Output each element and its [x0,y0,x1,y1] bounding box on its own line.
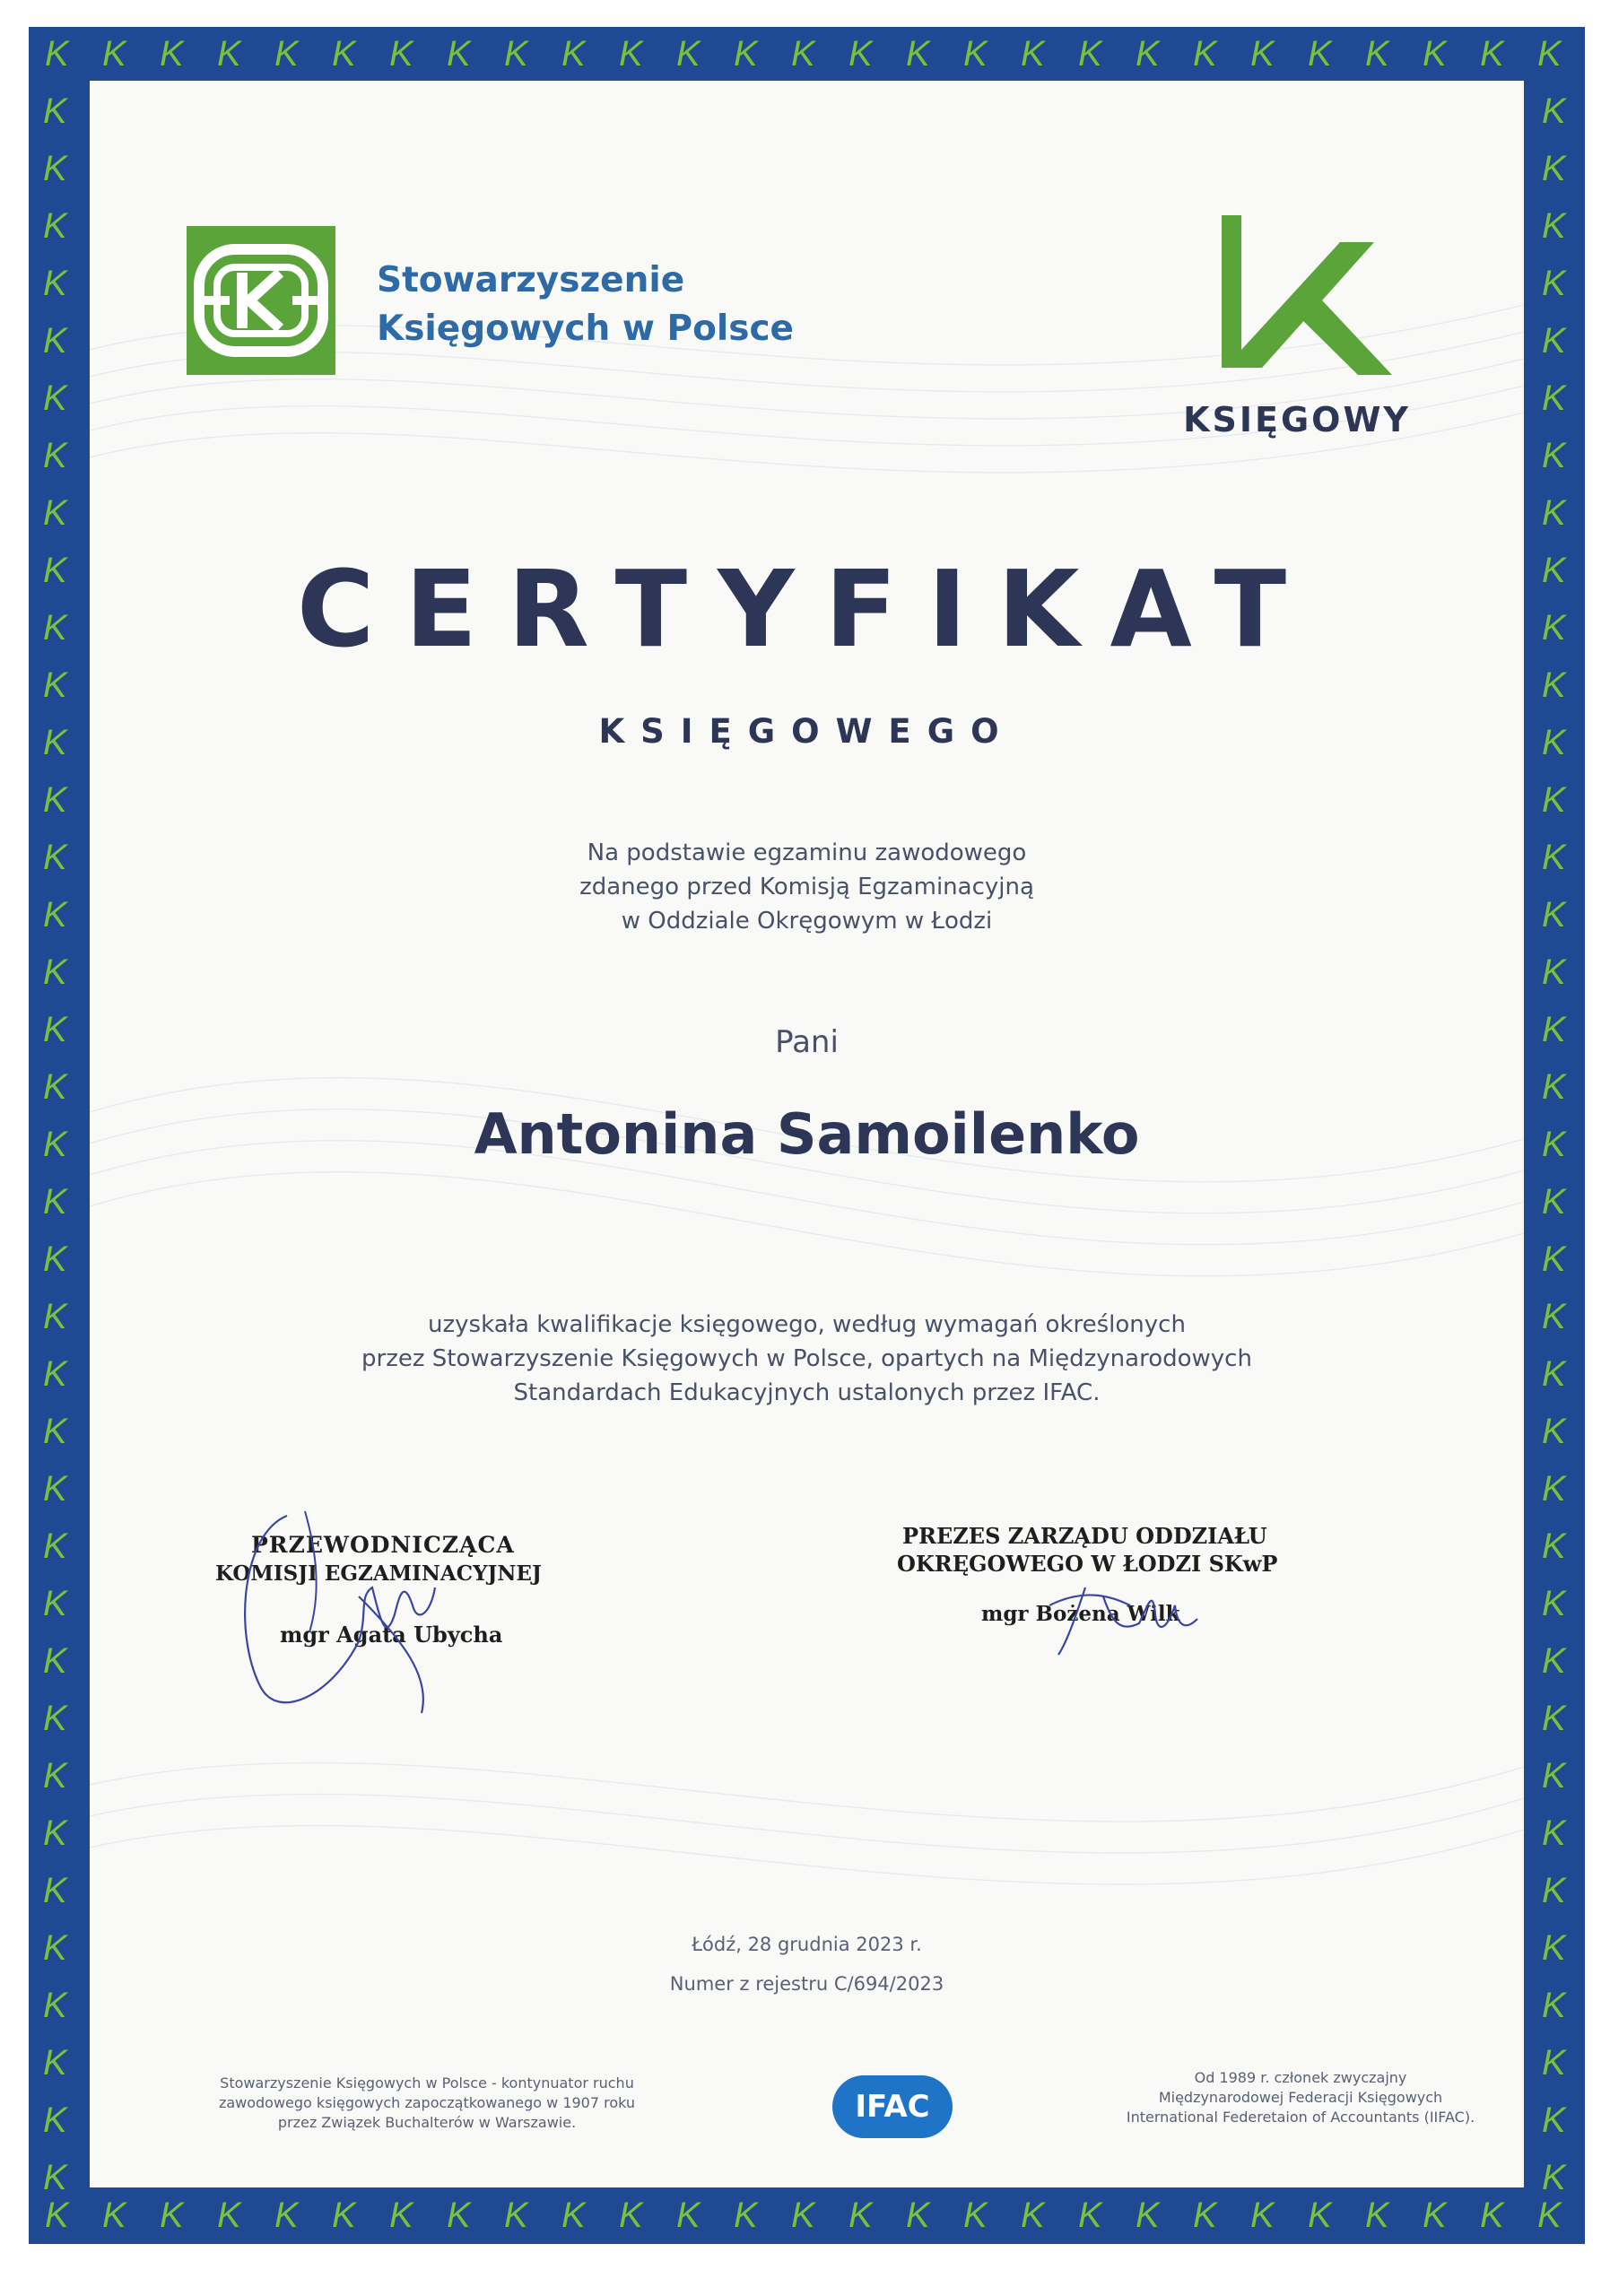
certificate-border-frame [29,27,1585,2244]
border-k-glyph: K [1542,1239,1566,1279]
border-k-glyph: K [1542,1297,1566,1336]
border-k-glyph: K [43,149,67,188]
certificate-subtitle: KSIĘGOWEGO [598,712,1015,751]
border-k-glyph: K [1423,34,1447,74]
border-k-glyph: K [447,34,471,74]
border-k-glyph: K [102,2196,126,2235]
border-k-glyph: K [389,34,413,74]
border-k-glyph: K [1542,1010,1566,1049]
border-k-glyph: K [1542,206,1566,246]
border-k-glyph: K [43,1125,67,1164]
border-k-glyph: K [1542,1928,1566,1968]
border-k-glyph: K [1542,264,1566,303]
intro-line: w Oddziale Okręgowym w Łodzi [621,908,993,935]
border-k-glyph: K [1193,34,1217,74]
border-k-glyph: K [43,1297,67,1336]
border-k-glyph: K [43,1928,67,1968]
border-k-glyph: K [1542,2158,1566,2197]
border-k-glyph: K [561,2196,586,2235]
border-k-glyph: K [906,34,930,74]
ifac-logo [831,2074,954,2140]
border-k-glyph: K [1542,1584,1566,1623]
border-k-glyph: K [1542,1354,1566,1394]
border-k-glyph: K [332,34,356,74]
intro-line: zdanego przed Komisją Egzaminacyjną [579,874,1034,900]
border-k-glyph: K [43,321,67,361]
border-k-glyph: K [43,1756,67,1796]
border-k-glyph: K [1542,2043,1566,2083]
signature-right-person: mgr Bożena Wilk [981,1602,1180,1626]
border-k-glyph: K [43,1010,67,1049]
organization-name [377,257,794,353]
border-k-glyph: K [43,436,67,475]
border-k-glyph: K [734,2196,758,2235]
border-k-glyph: K [1542,1986,1566,2025]
border-k-glyph: K [1542,321,1566,361]
border-k-glyph: K [1542,1641,1566,1681]
border-k-glyph: K [1308,34,1332,74]
border-k-glyph: K [1078,34,1102,74]
organization-name-line2: Księgowych w Polsce [377,309,795,349]
border-k-glyph: K [45,34,69,74]
border-k-glyph: K [1365,2196,1389,2235]
border-k-glyph: K [43,723,67,762]
border-k-glyph: K [1423,2196,1447,2235]
border-k-glyph: K [389,2196,413,2235]
border-k-glyph: K [1542,378,1566,418]
border-k-glyph: K [1542,723,1566,762]
border-k-glyph: K [43,665,67,705]
border-k-glyph: K [1542,2100,1566,2140]
border-k-glyph: K [447,2196,471,2235]
signature-right-title-line1: PREZES ZARZĄDU ODDZIAŁU [902,1523,1267,1549]
footer-left-line: przez Związek Buchalterów w Warszawie. [277,2114,577,2131]
border-k-glyph: K [43,1871,67,1910]
signature-left-person: mgr Agata Ubycha [280,1622,503,1648]
border-k-glyph: K [504,34,528,74]
border-k-glyph: K [217,2196,241,2235]
border-k-glyph: K [43,1239,67,1279]
border-k-glyph: K [1537,2196,1562,2235]
border-k-glyph: K [1542,952,1566,992]
certificate-sheet [90,81,1524,2187]
footer-left-line: Stowarzyszenie Księgowych w Polsce - kontynuator ruchu [220,2074,634,2092]
border-k-glyph: K [676,34,701,74]
ksiegowy-k-logo [1204,215,1392,386]
border-k-glyph: K [1542,1469,1566,1509]
border-k-glyph: K [1542,91,1566,131]
footer-left-note [176,2074,678,2133]
border-k-glyph: K [43,2158,67,2197]
border-k-glyph: K [43,2100,67,2140]
border-k-glyph: K [45,2196,69,2235]
border-k-glyph: K [1542,1067,1566,1107]
border-k-glyph: K [1542,895,1566,935]
signature-left-title-line2: KOMISJI EGZAMINACYJNEJ [215,1561,542,1586]
signature-left-title-line1: PRZEWODNICZĄCA [251,1532,515,1558]
border-k-glyph: K [1542,665,1566,705]
border-k-glyph: K [1480,34,1504,74]
border-k-glyph: K [906,2196,930,2235]
footer-right-line: Od 1989 r. członek zwyczajny [1194,2069,1407,2086]
certificate-intro [90,836,1524,938]
border-k-glyph: K [43,1469,67,1509]
border-k-glyph: K [676,2196,701,2235]
ifac-logo-text: IFAC [855,2089,930,2125]
border-k-glyph: K [43,1813,67,1853]
border-k-glyph: K [217,34,241,74]
border-k-glyph: K [43,1584,67,1623]
intro-line: Na podstawie egzaminu zawodowego [587,839,1027,866]
border-k-glyph: K [1250,2196,1275,2235]
handwritten-signature-right [1031,1570,1211,1668]
border-k-glyph: K [1542,1756,1566,1796]
registry-number: Numer z rejestru C/694/2023 [669,1973,944,1995]
border-k-glyph: K [1542,551,1566,590]
border-k-glyph: K [1021,2196,1045,2235]
skwp-logo [187,226,335,375]
border-k-glyph: K [1542,1412,1566,1451]
border-k-glyph: K [43,1526,67,1566]
footer-right-note [1094,2068,1507,2127]
border-k-glyph: K [1542,1182,1566,1222]
border-k-glyph: K [619,2196,643,2235]
border-k-glyph: K [1542,436,1566,475]
issue-place-date: Łódź, 28 grudnia 2023 r. [692,1934,922,1955]
border-k-glyph: K [1193,2196,1217,2235]
border-k-glyph: K [504,2196,528,2235]
border-k-glyph: K [43,1067,67,1107]
certificate-body [90,1308,1524,1410]
border-k-glyph: K [1136,34,1160,74]
border-k-glyph: K [1136,2196,1160,2235]
border-k-glyph: K [43,952,67,992]
recipient-name: Antonina Samoilenko [474,1101,1140,1167]
border-k-glyph: K [43,1354,67,1394]
border-k-glyph: K [1542,1813,1566,1853]
border-k-glyph: K [963,34,988,74]
border-k-glyph: K [43,1412,67,1451]
ksiegowy-logo-label: KSIĘGOWY [1183,400,1411,439]
salutation: Pani [775,1024,839,1060]
border-k-glyph: K [1078,2196,1102,2235]
border-k-glyph: K [43,895,67,935]
footer-left-line: zawodowego księgowych zapoczątkowanego w 1907 roku [218,2094,636,2111]
body-line: Standardach Edukacyjnych ustalonych przez IFAC. [513,1379,1101,1406]
border-k-glyph: K [332,2196,356,2235]
border-k-glyph: K [43,91,67,131]
border-k-glyph: K [963,2196,988,2235]
border-k-glyph: K [160,34,184,74]
border-k-glyph: K [43,1182,67,1222]
border-k-glyph: K [791,34,815,74]
border-k-glyph: K [1537,34,1562,74]
body-line: uzyskała kwalifikacje księgowego, według wymagań określonych [428,1311,1186,1338]
border-k-glyph: K [1365,34,1389,74]
border-k-glyph: K [1542,608,1566,648]
border-k-glyph: K [1542,838,1566,877]
border-k-glyph: K [43,2043,67,2083]
border-k-glyph: K [561,34,586,74]
border-k-glyph: K [43,264,67,303]
border-k-glyph: K [43,1641,67,1681]
border-k-glyph: K [43,206,67,246]
border-k-glyph: K [160,2196,184,2235]
signature-right-title-line2: OKRĘGOWEGO W ŁODZI SKwP [897,1551,1278,1577]
border-k-glyph: K [849,2196,873,2235]
border-k-glyph: K [274,2196,299,2235]
border-k-glyph: K [849,34,873,74]
organization-name-line1: Stowarzyszenie [377,260,685,300]
border-k-glyph: K [102,34,126,74]
border-k-glyph: K [1542,493,1566,533]
border-k-glyph: K [1542,1871,1566,1910]
border-k-glyph: K [274,34,299,74]
border-k-glyph: K [43,493,67,533]
border-k-glyph: K [1542,1699,1566,1738]
border-k-glyph: K [43,378,67,418]
body-line: przez Stowarzyszenie Księgowych w Polsce, opartych na Międzynarodowych [361,1345,1252,1372]
footer-right-line: Międzynarodowej Federacji Księgowych [1158,2089,1443,2106]
border-k-glyph: K [43,1986,67,2025]
border-k-glyph: K [1250,34,1275,74]
handwritten-signature-left [224,1507,475,1722]
border-k-glyph: K [43,838,67,877]
border-k-glyph: K [43,780,67,820]
border-k-glyph: K [43,551,67,590]
border-k-glyph: K [1542,780,1566,820]
border-k-glyph: K [619,34,643,74]
border-k-glyph: K [734,34,758,74]
border-k-glyph: K [1542,1526,1566,1566]
border-k-glyph: K [1542,1125,1566,1164]
footer-right-line: International Federetaion of Accountants (IIFAC). [1126,2109,1475,2126]
border-k-glyph: K [1021,34,1045,74]
border-k-glyph: K [1542,149,1566,188]
certificate-title: CERTYFIKAT [296,547,1318,671]
border-k-glyph: K [791,2196,815,2235]
border-k-glyph: K [43,1699,67,1738]
border-k-glyph: K [43,608,67,648]
border-k-glyph: K [1480,2196,1504,2235]
border-k-glyph: K [1308,2196,1332,2235]
